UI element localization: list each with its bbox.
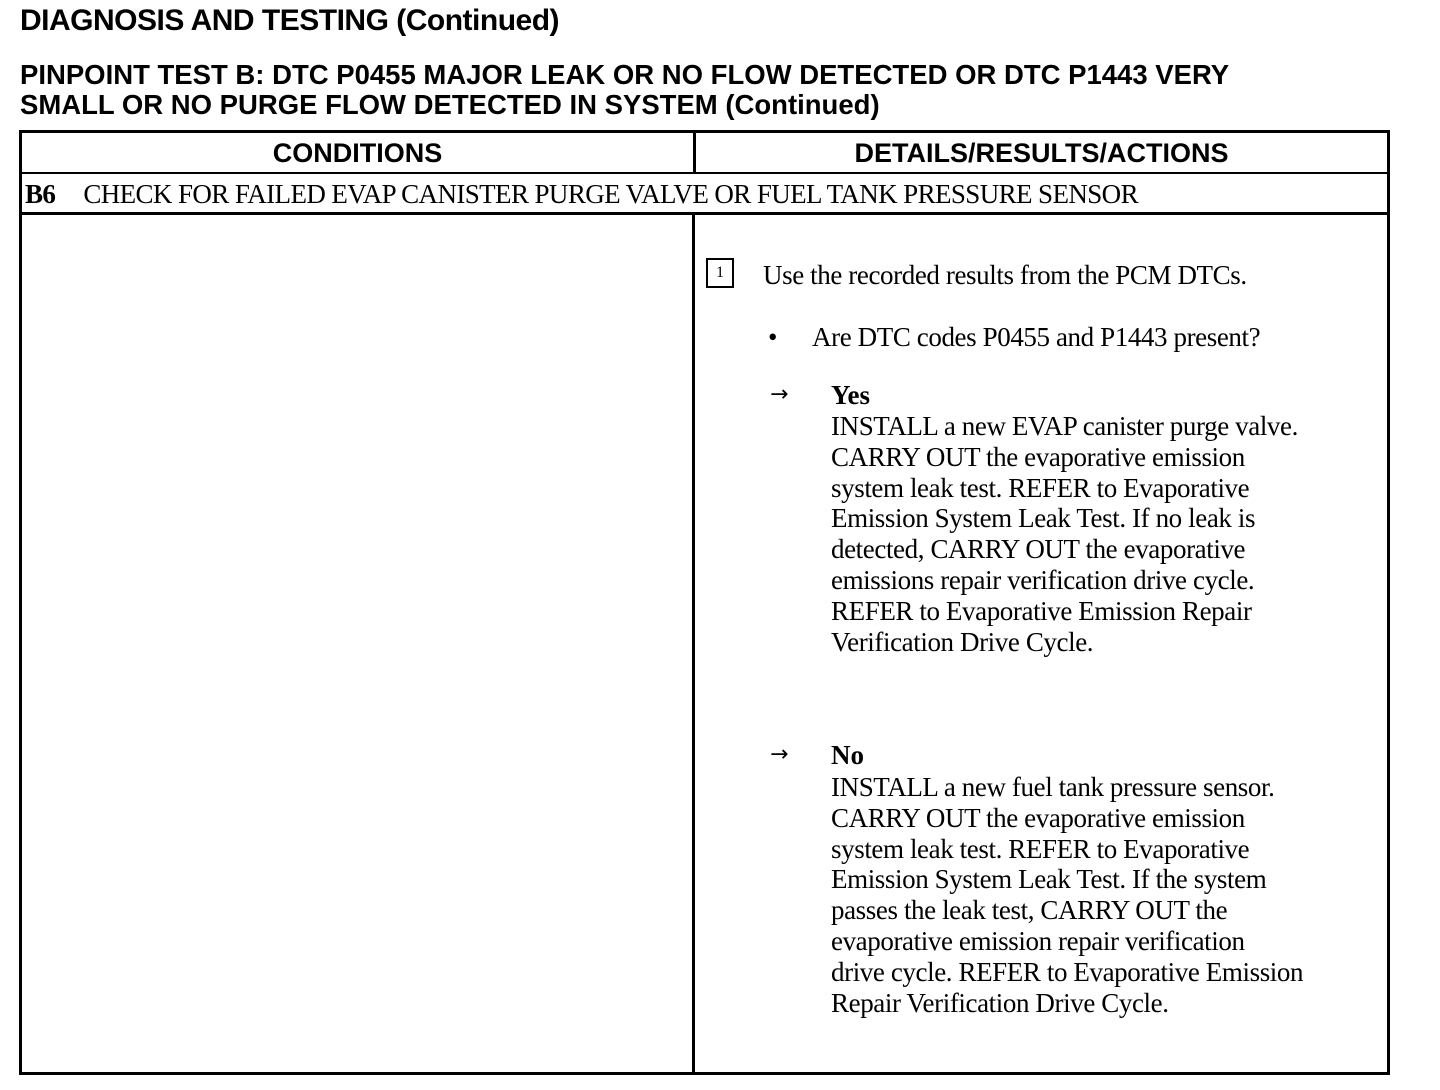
page-title: DIAGNOSIS AND TESTING (Continued) <box>20 4 560 37</box>
yes-arrow-icon: → <box>770 382 789 407</box>
details-column-header: DETAILS/RESULTS/ACTIONS <box>854 138 1229 168</box>
no-line: Emission System Leak Test. If the system <box>831 864 1267 895</box>
column-divider-body <box>692 213 695 1075</box>
test-title-line-1: PINPOINT TEST B: DTC P0455 MAJOR LEAK OR NO FLOW DETECTED OR DTC P1443 VERY <box>20 59 1230 90</box>
yes-line: CARRY OUT the evaporative emission <box>831 441 1245 472</box>
no-line: drive cycle. REFER to Evaporative Emission <box>831 956 1304 987</box>
step-title: CHECK FOR FAILED EVAP CANISTER PURGE VALVE OR FUEL TANK PRESSURE SENSOR <box>83 179 1138 209</box>
question-text: Are DTC codes P0455 and P1443 present? <box>812 322 1261 352</box>
no-result-text <box>831 772 1376 1018</box>
test-title-line-2: SMALL OR NO PURGE FLOW DETECTED IN SYSTEM (Continued) <box>20 89 880 120</box>
yes-line: system leak test. REFER to Evaporative <box>831 472 1250 503</box>
no-line: passes the leak test, CARRY OUT the <box>831 895 1228 926</box>
no-line: CARRY OUT the evaporative emission <box>831 802 1245 833</box>
yes-line: Verification Drive Cycle. <box>831 626 1094 657</box>
yes-line: Emission System Leak Test. If no leak is <box>831 503 1256 534</box>
no-label: No <box>831 740 864 770</box>
no-line: INSTALL a new fuel tank pressure sensor. <box>831 772 1275 802</box>
yes-result-text <box>831 411 1376 657</box>
action-number-box: 1 <box>706 258 734 288</box>
yes-line: emissions repair verification drive cycle. <box>831 564 1255 595</box>
no-line: system leak test. REFER to Evaporative <box>831 833 1250 864</box>
yes-label: Yes <box>831 380 870 410</box>
no-line: Repair Verification Drive Cycle. <box>831 987 1169 1018</box>
step-id: B6 <box>25 179 56 209</box>
conditions-column-header: CONDITIONS <box>272 138 443 168</box>
step-row-divider <box>19 212 1390 215</box>
bullet-icon: • <box>768 322 778 352</box>
no-arrow-icon: → <box>770 742 789 767</box>
step-row <box>25 176 1138 212</box>
header-row-divider <box>19 172 1390 174</box>
action-text: Use the recorded results from the PCM DTCs. <box>763 260 1247 290</box>
no-line: evaporative emission repair verification <box>831 925 1245 956</box>
yes-line: REFER to Evaporative Emission Repair <box>831 595 1252 626</box>
yes-line: INSTALL a new EVAP canister purge valve. <box>831 411 1298 441</box>
pinpoint-test-title <box>20 60 1420 120</box>
yes-line: detected, CARRY OUT the evaporative <box>831 534 1246 565</box>
